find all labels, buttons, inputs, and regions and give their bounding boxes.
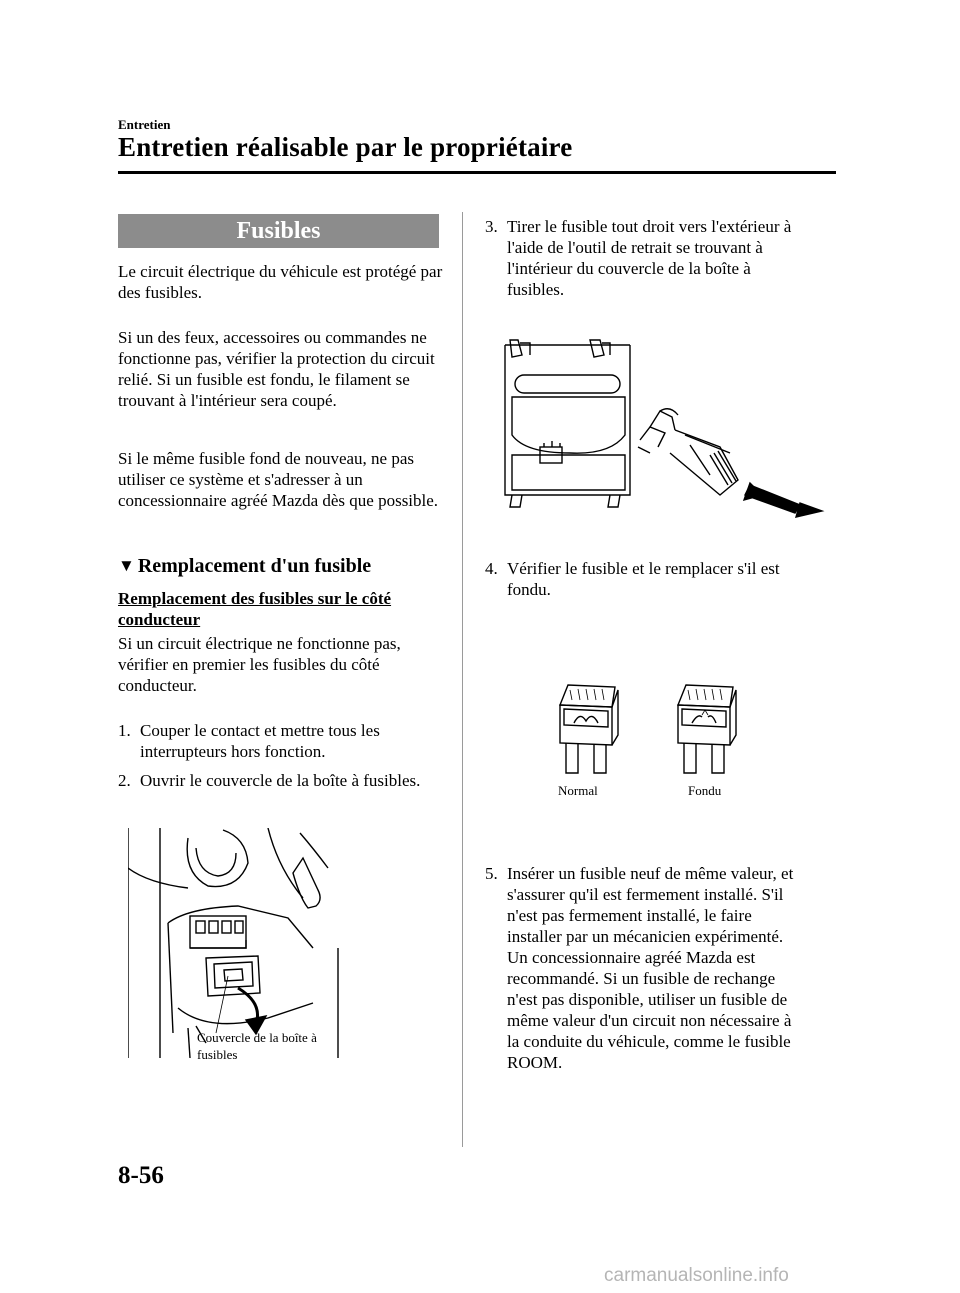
normal-fuse-icon <box>560 685 618 773</box>
step-text: Couper le contact et mettre tous les interrupteurs hors fonction. <box>140 721 380 761</box>
watermark: carmanualsonline.info <box>604 1265 789 1286</box>
section-label: Entretien <box>118 117 171 132</box>
triangle-marker-icon: ▼ <box>118 556 135 575</box>
section-banner: Fusibles <box>118 214 439 248</box>
driver-side-paragraph: Si un circuit électrique ne fonctionne pas, vérifier en premier les fusibles du côté conducteur. <box>118 634 401 695</box>
subsection-heading-text: Remplacement d'un fusible <box>137 555 372 577</box>
fuse-box-cover-illustration <box>128 828 343 1060</box>
title-rule <box>118 171 836 174</box>
subsection-heading <box>118 555 371 578</box>
step-text: Vérifier le fusible et le remplacer s'il est fondu. <box>507 559 780 599</box>
underlined-heading: Remplacement des fusibles sur le côté conducteur <box>118 589 392 629</box>
intro-paragraph: Le circuit électrique du véhicule est protégé par des fusibles. <box>118 262 443 302</box>
warning-paragraph: Si le même fusible fond de nouveau, ne pas utiliser ce système et s'adresser à un concessionnaire agréé Mazda dès que possible. <box>118 449 439 510</box>
figure-caption: Couvercle de la boîte à fusibles <box>197 1030 317 1062</box>
page-title: Entretien réalisable par le propriétaire <box>118 132 573 162</box>
page-number: 8-56 <box>118 1162 164 1189</box>
column-divider <box>462 212 463 1147</box>
blown-fuse-icon <box>678 685 736 773</box>
step-number: 3. <box>485 217 498 236</box>
check-paragraph: Si un des feux, accessoires ou commandes ne fonctionne pas, vérifier la protection du circuit relié. Si un fusible est fondu, le filament se trouvant à l'intérieur sera coupé. <box>118 328 435 410</box>
step-number: 1. <box>118 721 131 740</box>
blown-label: Fondu <box>688 783 722 798</box>
step-number: 2. <box>118 771 131 790</box>
step-text: Ouvrir le couvercle de la boîte à fusibles. <box>140 771 421 790</box>
fuse-comparison-illustration <box>540 675 760 785</box>
step-text: Insérer un fusible neuf de même valeur, et s'assurer qu'il est fermement installé. S'il n'est pas fermement installé, le faire installer par un mécanicien expérimenté. Un concessionnaire agréé Mazda est recommandé. Si un fusible de rechange n'est pas disponible, utiliser un fusible de même valeur d'un circuit non nécessaire à la conduite du véhicule, comme le fusible ROOM. <box>507 864 794 1072</box>
step-number: 4. <box>485 559 498 578</box>
step-number: 5. <box>485 864 498 883</box>
fuse-puller-illustration <box>500 335 825 520</box>
step-text: Tirer le fusible tout droit vers l'extérieur à l'aide de l'outil de retrait se trouvant à l'intérieur du couvercle de la boîte à fusibles. <box>507 217 792 299</box>
normal-label: Normal <box>558 783 598 798</box>
